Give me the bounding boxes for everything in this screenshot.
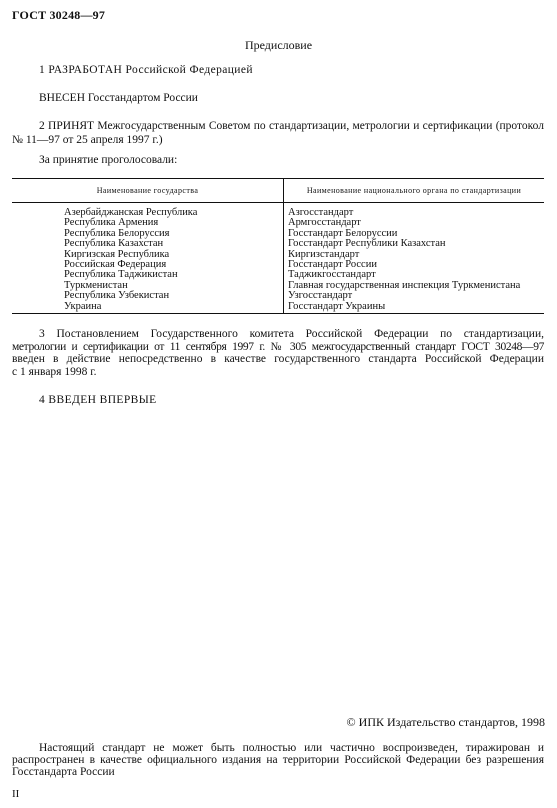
- enacted-line: 3 Постановлением Государственного комитета Российской Федерации по стандартизации,: [39, 328, 544, 340]
- standards-body-name: Главная государственная инспекция Туркменистана: [288, 279, 521, 291]
- item-introduced: 4 ВВЕДЕН ВПЕРВЫЕ: [39, 394, 157, 406]
- enacted-line: с 1 января 1998 г.: [12, 366, 97, 379]
- document-code-header: ГОСТ 30248—97: [12, 8, 106, 22]
- state-name: Республика Узбекистан: [64, 290, 170, 302]
- page-number: II: [12, 788, 20, 800]
- column-header-state: Наименование государства: [12, 179, 284, 203]
- copyright-notice: © ИПК Издательство стандартов, 1998: [346, 715, 545, 729]
- state-name: Украина: [64, 300, 102, 312]
- states-table: [12, 178, 544, 314]
- column-header-body: Наименование национального органа по стандартизации: [284, 179, 545, 203]
- table-row: [12, 203, 544, 314]
- standards-body-name: Азгосстандарт: [288, 207, 354, 218]
- standards-body-name: Госстандарт Белоруссии: [288, 227, 398, 239]
- state-name: Республика Таджикистан: [64, 269, 178, 281]
- state-name: Туркменистан: [64, 279, 128, 291]
- item-adopted: 2 ПРИНЯТ Межгосударственным Советом по стандартизации, метрологии и сертификации (протокол № 11—97 от 25 апреля 1997 г.): [12, 120, 544, 146]
- item-enacted: [12, 328, 544, 379]
- item-submitted: ВНЕСЕН Госстандартом России: [39, 92, 198, 104]
- state-name: Республика Казахстан: [64, 238, 164, 250]
- page-title: Предисловие: [244, 38, 313, 52]
- voted-label: За принятие проголосовали:: [39, 154, 178, 166]
- states-cell: [12, 203, 284, 314]
- standards-body-name: Узгосстандарт: [288, 290, 353, 302]
- standards-body-name: Госстандарт Украины: [288, 300, 386, 312]
- reproduction-notice: Настоящий стандарт не может быть полностью или частично воспроизведен, тиражирован и распространен в качестве официального издания на территории Российской Федерации без разрешения Госстандарта России: [12, 742, 544, 778]
- state-name: Киргизская Республика: [64, 248, 170, 260]
- enacted-line: введен в действие непосредственно в качестве государственного стандарта Российской Федерации: [12, 353, 544, 366]
- standards-body-name: Киргизстандарт: [288, 248, 360, 260]
- standards-body-name: Госстандарт России: [288, 258, 377, 270]
- bodies-cell: [284, 203, 545, 314]
- standards-body-name: Госстандарт Республики Казахстан: [288, 238, 446, 250]
- state-name: Республика Армения: [64, 217, 159, 229]
- state-name: Азербайджанская Республика: [64, 207, 198, 218]
- item-developed: 1 РАЗРАБОТАН Российской Федерацией: [39, 64, 253, 76]
- enacted-line: метрологии и сертификации от 11 сентября 1997 г. № 305 межгосударственный стандарт ГОСТ 30248—97: [12, 340, 544, 353]
- state-name: Российская Федерация: [64, 258, 167, 270]
- standards-body-name: Армгосстандарт: [288, 217, 361, 229]
- table-header-row: [12, 179, 544, 203]
- state-name: Республика Белоруссия: [64, 227, 170, 239]
- standards-body-name: Таджикгосстандарт: [288, 269, 376, 281]
